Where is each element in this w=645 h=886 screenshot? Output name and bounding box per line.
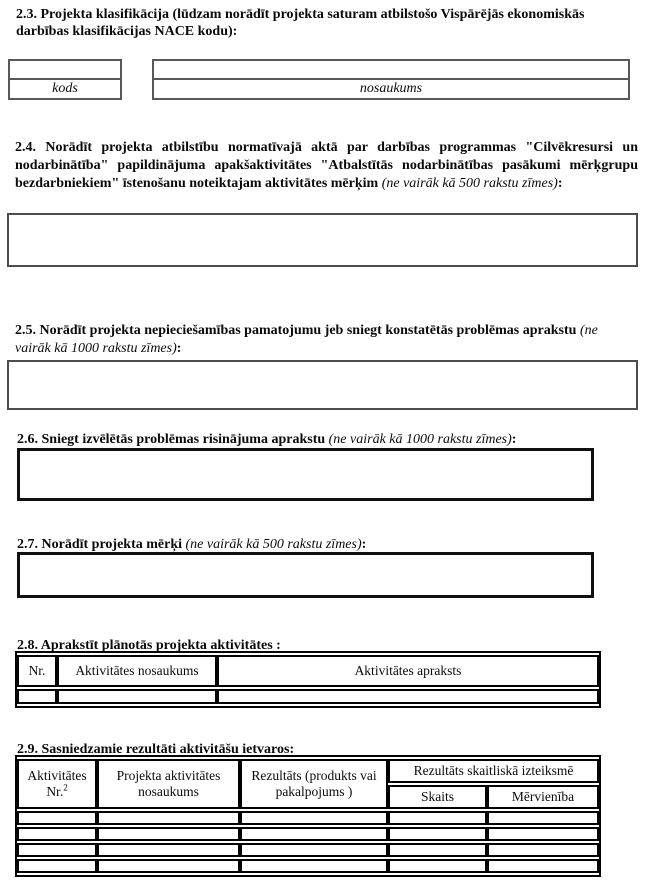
table-row: [17, 827, 599, 841]
section-2-5-textbox[interactable]: [7, 360, 638, 410]
col-header-aktivitates-nr: [17, 759, 97, 809]
table-cell[interactable]: [217, 689, 599, 704]
table-cell[interactable]: [17, 689, 57, 704]
col-header-nr: Nr.: [17, 655, 57, 687]
table-cell[interactable]: [388, 811, 487, 825]
nace-code-label: kods: [52, 81, 78, 96]
table-row: [17, 811, 599, 825]
col-header-aktivitates-apraksts: Aktivitātes apraksts: [217, 655, 599, 687]
col-header-rezultats-skaitliska: Rezultāts skaitliskā izteiksmē: [388, 759, 599, 783]
table-cell[interactable]: [388, 843, 487, 857]
nace-table: [8, 59, 630, 100]
section-2-6-heading-colon: :: [511, 432, 517, 447]
section-2-5-heading-colon: :: [176, 341, 182, 356]
section-2-4-heading: [15, 139, 638, 193]
section-2-7-heading-text: 2.7. Norādīt projekta mērķi: [17, 537, 186, 552]
nace-code-field[interactable]: [10, 61, 120, 80]
section-2-5-heading: [15, 322, 635, 358]
table-cell[interactable]: [487, 811, 599, 825]
table-cell[interactable]: [57, 689, 217, 704]
section-2-5-heading-text: 2.5. Norādīt projekta nepieciešamības pamatojumu jeb sniegt konstatētās problēmas aprakstu: [15, 323, 580, 338]
table-cell[interactable]: [240, 859, 388, 873]
nace-name-box: [152, 59, 630, 100]
section-2-6-textbox[interactable]: [17, 448, 594, 501]
table-cell[interactable]: [487, 859, 599, 873]
table-cell[interactable]: [97, 843, 240, 857]
table-cell[interactable]: [17, 859, 97, 873]
col-header-skaits: Skaits: [388, 785, 487, 809]
col-header-projekta-aktivitates-nosaukums: Projekta aktivitātes nosaukums: [97, 759, 240, 809]
nace-code-box: [8, 59, 122, 100]
table-cell[interactable]: [97, 827, 240, 841]
section-2-4-heading-colon: :: [557, 176, 563, 191]
section-2-3-heading: 2.3. Projekta klasifikācija (lūdzam norādīt projekta saturam atbilstošo Vispārējās ekonomiskās darbības klasifikācijas NACE kodu):: [16, 7, 585, 39]
col-header-aktivitates-nr-line1: Aktivitātes: [27, 768, 87, 783]
footnote-2-marker: 2: [63, 782, 68, 793]
table-cell[interactable]: [388, 827, 487, 841]
section-2-7-heading-colon: :: [361, 537, 367, 552]
table-row: [17, 843, 599, 857]
section-2-6-heading-text: 2.6. Sniegt izvēlētās problēmas risinājuma aprakstu: [17, 432, 329, 447]
section-2-7-textbox[interactable]: [17, 552, 594, 598]
table-row: [17, 859, 599, 873]
results-table: [15, 755, 601, 877]
table-cell[interactable]: [487, 827, 599, 841]
section-2-6-heading: [17, 431, 516, 448]
table-cell[interactable]: [487, 843, 599, 857]
section-2-4-textbox[interactable]: [7, 213, 638, 267]
col-header-aktivitates-nr-line2: Nr.: [46, 784, 64, 799]
activities-table: [15, 651, 601, 708]
table-cell[interactable]: [240, 843, 388, 857]
table-cell[interactable]: [17, 843, 97, 857]
table-cell[interactable]: [97, 811, 240, 825]
section-2-8-heading: 2.8. Aprakstīt plānotās projekta aktivitātes :: [17, 638, 281, 653]
section-2-6-char-limit-note: (ne vairāk kā 1000 rakstu zīmes): [328, 432, 512, 447]
results-table-header-row-1: [17, 759, 599, 783]
col-header-rezultats: Rezultāts (produkts vai pakalpojums ): [240, 759, 388, 809]
nace-name-label: nosaukums: [359, 81, 423, 96]
table-cell[interactable]: [17, 827, 97, 841]
section-2-7-char-limit-note: (ne vairāk kā 500 rakstu zīmes): [185, 537, 362, 552]
section-2-9-heading: 2.9. Sasniedzamie rezultāti aktivitāšu ietvaros:: [17, 742, 295, 757]
table-cell[interactable]: [97, 859, 240, 873]
table-row: [17, 689, 599, 704]
table-cell[interactable]: [17, 811, 97, 825]
section-2-4-char-limit-note: (ne vairāk kā 500 rakstu zīmes): [381, 176, 558, 191]
table-cell[interactable]: [388, 859, 487, 873]
table-cell[interactable]: [240, 811, 388, 825]
table-cell[interactable]: [240, 827, 388, 841]
nace-name-field[interactable]: [154, 61, 628, 80]
section-2-7-heading: [17, 536, 366, 553]
section-2-4-heading-text: 2.4. Norādīt projekta atbilstību normatīvajā aktā par darbības programmas "Cilvēkresursi un nodarbinātība" papildinājuma apakšaktivitātes "Atbalstītās nodarbinātības pasākumi mērķgrupu bezdarbniekiem" īstenošanu noteiktajam aktivitātes mērķim: [15, 140, 638, 191]
col-header-mervieniba: Mērvienība: [487, 785, 599, 809]
section-2-5-char-limit-note: (ne vairāk kā 1000 rakstu zīmes): [15, 323, 598, 356]
activities-table-header-row: [17, 655, 599, 687]
col-header-aktivitates-nosaukums: Aktivitātes nosaukums: [57, 655, 217, 687]
